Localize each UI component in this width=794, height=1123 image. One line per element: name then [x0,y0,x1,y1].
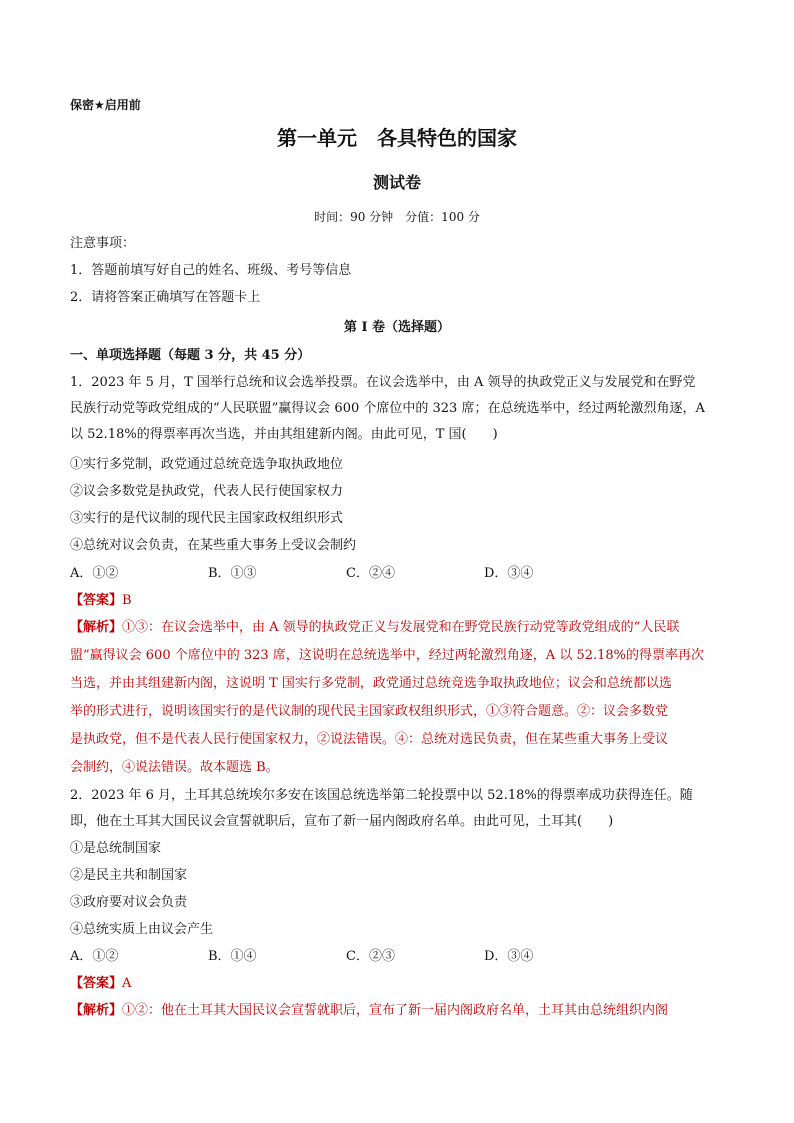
q1-analysis-line: 会制约，④说法错误。故本题选 B。 [70,760,279,775]
q2-answer [70,974,740,994]
answer-tag: 【答案】 [70,593,123,608]
q1-options [70,564,740,584]
answer-value: B [122,593,132,608]
q2-statement: ②是民主共和制国家 [70,868,188,883]
analysis-tag: 【解析】 [70,620,123,635]
q2-option-a: A．①② [70,949,119,964]
q1-statement: ③实行的是代议制的现代民主国家政权组织形式 [70,511,344,526]
q2-options [70,947,740,967]
volume-heading: 第 I 卷（选择题） [343,320,451,335]
exam-meta: 时间：90 分钟 分值：100 分 [314,210,480,224]
q1-answer [70,591,740,611]
answer-tag: 【答案】 [70,976,123,991]
q1-option-c: C．②④ [346,566,395,581]
q2-option-d: D．③④ [484,949,534,964]
page-subtitle: 测试卷 [372,173,421,192]
q1-analysis-line: 是执政党，但不是代表人民行使国家权力，②说法错误。④：总统对选民负责，但在某些重大事务上受议 [70,732,669,747]
q1-stem-line: 以 52.18%的得票率再次当选，并由其组建新内阁。由此可见，T 国( ) [70,427,498,442]
q1-stem-line: 民族行动党等政党组成的“人民联盟”赢得议会 600 个席位中的 323 席；在总统选举中，经过两轮激烈角逐，A [70,401,705,416]
q2-stem-line: 即，他在土耳其大国民议会宣誓就职后，宣布了新一届内阁政府名单。由此可见，土耳其( ) [70,814,614,829]
q2-statement: ④总统实质上由议会产生 [70,922,214,937]
analysis-tag: 【解析】 [70,1003,123,1018]
q1-analysis-line: 当选，并由其组建新内阁，这说明 T 国实行多党制，政党通过总统竞选争取执政地位；议会和总统都以选 [70,676,672,691]
q1-option-a: A．①② [70,566,119,581]
page-title: 第一单元 各具特色的国家 [277,126,517,150]
q2-analysis-line [70,1001,740,1021]
q1-statement: ④总统对议会负责，在某些重大事务上受议会制约 [70,538,357,553]
analysis-text: ①③：在议会选举中，由 A 领导的执政党正义与发展党和在野党民族行动党等政党组成的“人民联 [122,620,680,635]
q1-stem-line: 1．2023 年 5 月，T 国举行总统和议会选举投票。在议会选举中，由 A 领导的执政党正义与发展党和在野党 [70,375,696,390]
note-item: 2．请将答案正确填写在答题卡上 [70,290,261,305]
q1-option-b: B．①③ [208,566,257,581]
confidential-label: 保密★启用前 [70,98,141,112]
note-item: 1．答题前填写好自己的姓名、班级、考号等信息 [70,263,352,278]
q1-option-d: D．③④ [484,566,534,581]
answer-value: A [122,976,132,991]
q2-statement: ③政府要对议会负责 [70,895,188,910]
q2-option-b: B．①④ [208,949,257,964]
analysis-text: ①②：他在土耳其大国民议会宣誓就职后，宣布了新一届内阁政府名单，土耳其由总统组织内阁 [122,1003,669,1018]
q1-statement: ②议会多数党是执政党，代表人民行使国家权力 [70,484,344,499]
q1-analysis-line [70,618,740,638]
q1-analysis-line: 盟”赢得议会 600 个席位中的 323 席，这说明在总统选举中，经过两轮激烈角逐，A 以 52.18%的得票率再次 [70,648,705,663]
part-heading: 一、单项选择题（每题 3 分，共 45 分） [70,348,311,363]
q2-stem-line: 2．2023 年 6 月，土耳其总统埃尔多安在该国总统选举第二轮投票中以 52.18%的得票率成功获得连任。随 [70,788,693,803]
q1-statement: ①实行多党制，政党通过总统竞选争取执政地位 [70,457,344,472]
q2-option-c: C．②③ [346,949,395,964]
q2-statement: ①是总统制国家 [70,841,162,856]
notes-heading: 注意事项： [70,236,136,251]
q1-analysis-line: 举的形式进行，说明该国实行的是代议制的现代民主国家政权组织形式，①③符合题意。②：议会多数党 [70,704,669,719]
